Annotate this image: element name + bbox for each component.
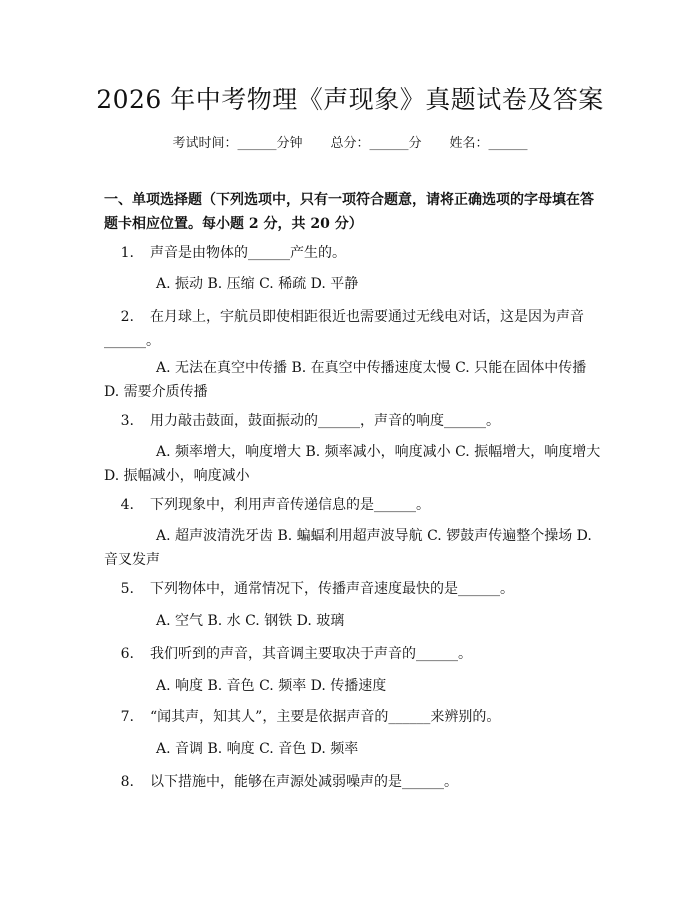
question-1-options: A. 振动 B. 压缩 C. 稀疏 D. 平静 bbox=[156, 276, 359, 292]
question-4-options: A. 超声波清洗牙齿 B. 蝙蝠利用超声波导航 C. 锣鼓声传遍整个操场 D. 音叉发声 bbox=[104, 528, 592, 568]
question-text: 下列物体中，通常情况下，传播声音速度最快的是______。 bbox=[150, 581, 514, 597]
question-number: 1. bbox=[120, 245, 134, 261]
exam-meta bbox=[0, 132, 700, 151]
question-text: 我们听到的声音，其音调主要取决于声音的______。 bbox=[150, 646, 472, 662]
question-number: 4. bbox=[120, 497, 134, 513]
page-title: 2026 年中考物理《声现象》真题试卷及答案 bbox=[96, 85, 604, 114]
question-number: 8. bbox=[120, 774, 134, 790]
question-7 bbox=[104, 705, 604, 729]
question-text: 在月球上，宇航员即使相距很近也需要通过无线电对话，这是因为声音______。 bbox=[104, 309, 584, 349]
question-text: 用力敲击鼓面，鼓面振动的______，声音的响度______。 bbox=[150, 413, 500, 429]
question-4 bbox=[104, 493, 604, 517]
question-text: 声音是由物体的______产生的。 bbox=[150, 245, 346, 261]
question-text: “闻其声，知其人”，主要是依据声音的______来辨别的。 bbox=[150, 709, 501, 725]
question-text: 下列现象中，利用声音传递信息的是______。 bbox=[150, 497, 430, 513]
question-1 bbox=[104, 241, 604, 265]
question-5 bbox=[104, 577, 604, 601]
question-number: 2. bbox=[120, 309, 134, 325]
question-2-options: A. 无法在真空中传播 B. 在真空中传播速度太慢 C. 只能在固体中传播 D. 需要介质传播 bbox=[104, 360, 587, 400]
exam-time-field: 考试时间：______分钟 bbox=[172, 136, 303, 151]
question-6 bbox=[104, 642, 604, 666]
question-2 bbox=[104, 305, 604, 353]
question-8 bbox=[104, 770, 604, 794]
student-name-field: 姓名：______ bbox=[449, 136, 528, 151]
question-text: 以下措施中，能够在声源处减弱噪声的是______。 bbox=[150, 774, 458, 790]
question-3 bbox=[104, 409, 604, 433]
section-heading: 一、单项选择题（下列选项中，只有一项符合题意，请将正确选项的字母填在答题卡相应位置。每小题 2 分，共 20 分） bbox=[104, 192, 594, 232]
question-number: 6. bbox=[120, 646, 134, 662]
question-number: 5. bbox=[120, 581, 134, 597]
question-3-options: A. 频率增大，响度增大 B. 频率减小，响度减小 C. 振幅增大，响度增大 D. 振幅减小，响度减小 bbox=[104, 444, 601, 484]
question-number: 7. bbox=[120, 709, 134, 725]
question-7-options: A. 音调 B. 响度 C. 音色 D. 频率 bbox=[156, 741, 359, 757]
question-5-options: A. 空气 B. 水 C. 钢铁 D. 玻璃 bbox=[156, 613, 345, 629]
question-number: 3. bbox=[120, 413, 134, 429]
question-6-options: A. 响度 B. 音色 C. 频率 D. 传播速度 bbox=[156, 678, 387, 694]
total-score-field: 总分：______分 bbox=[330, 136, 422, 151]
